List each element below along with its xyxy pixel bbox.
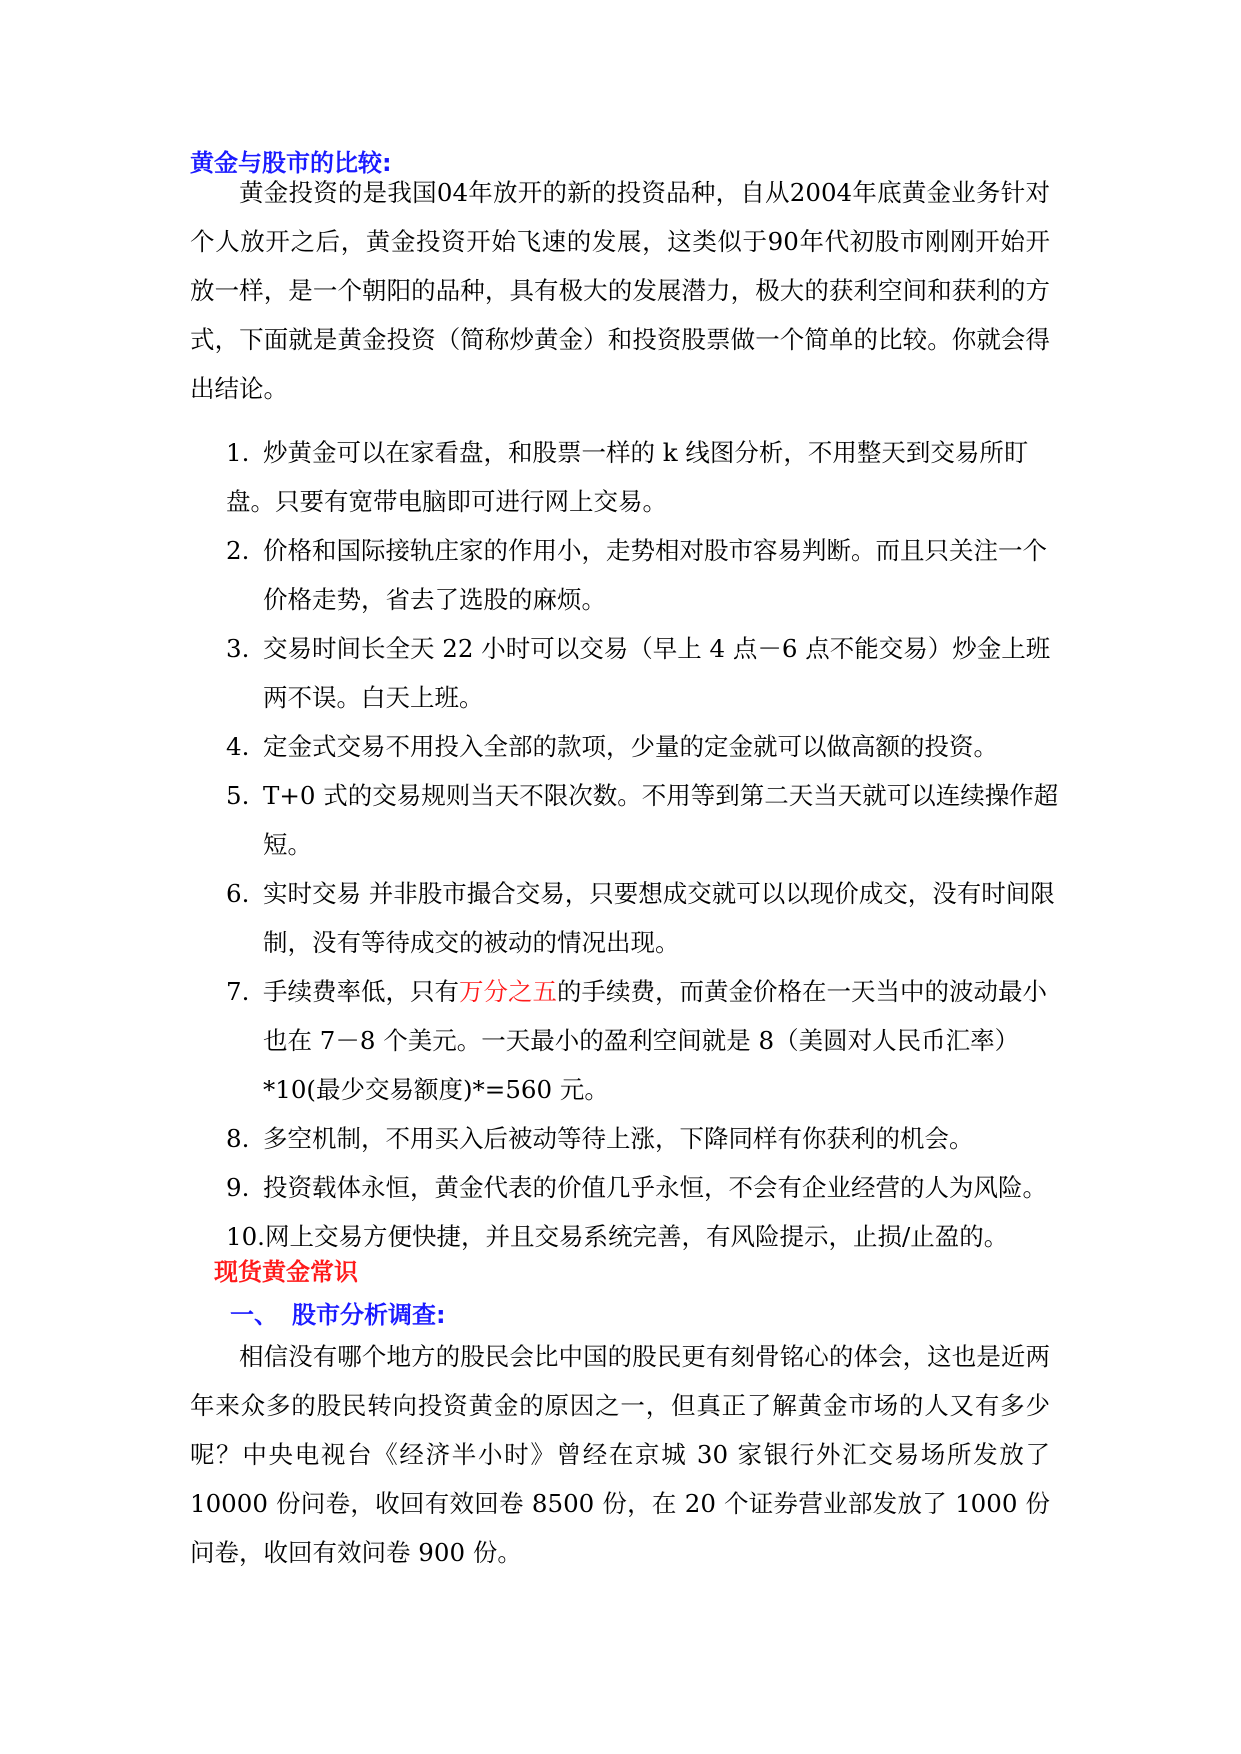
section-title-spot-gold: 现货黄金常识 [214,1258,358,1286]
list-item-text: 多空机制，不用买入后被动等待上涨，下降同样有你获利的机会。 [263,1124,974,1153]
list-item-number: 8. [226,1124,250,1153]
list-item-text-before: 手续费率低，只有 [263,977,459,1006]
list-item [226,428,1066,526]
list-item-text: 价格和国际接轨庄家的作用小，走势相对股市容易判断。而且只关注一个价格走势，省去了选股的麻烦。 [263,536,1047,614]
subsection-title [230,1300,446,1330]
list-item-text: 定金式交易不用投入全部的款项，少量的定金就可以做高额的投资。 [263,732,998,761]
list-item-number: 7. [226,977,250,1006]
fee-rate-highlight: 万分之五 [459,977,557,1006]
list-item [226,526,1066,624]
list-item-number: 9. [226,1173,250,1202]
list-item [226,869,1066,967]
list-item-text: 网上交易方便快捷，并且交易系统完善，有风险提示，止损/止盈的。 [264,1222,1009,1251]
list-item-number: 5. [226,781,250,810]
comparison-list [226,428,1066,1261]
list-item [226,722,1066,771]
list-item [226,1212,1066,1261]
list-item [226,967,1066,1114]
list-item-text-after: 的手续费，而黄金价格在一天当中的波动最小也在 7－8 个美元。一天最小的盈利空间就是 8（美圆对人民币汇率）*10(最少交易额度)*=560 元。 [263,977,1047,1104]
list-item-text: 投资载体永恒，黄金代表的价值几乎永恒，不会有企业经营的人为风险。 [263,1173,1047,1202]
list-item-text: 炒黄金可以在家看盘，和股票一样的 k 线图分析，不用整天到交易所盯盘。只要有宽带电脑即可进行网上交易。 [226,438,1029,516]
section-title-gold-vs-stock: 黄金与股市的比较: [190,149,392,177]
survey-paragraph: 相信没有哪个地方的股民会比中国的股民更有刻骨铭心的体会，这也是近两年来众多的股民转向投资黄金的原因之一，但真正了解黄金市场的人又有多少呢？中央电视台《经济半小时》曾经在京城 30 家银行外汇交易场所发放了 10000 份问卷，收回有效回卷 8500 份，在 20 个证券营业部发放了 1000 份问卷，收回有效问卷 900 份。 [190,1342,1050,1567]
list-item [226,771,1066,869]
list-item [226,1163,1066,1212]
list-item [226,624,1066,722]
subsection-label: 股市分析调查: [292,1301,446,1329]
list-item-number: 4. [226,732,250,761]
intro-paragraph: 黄金投资的是我国04年放开的新的投资品种，自从2004年底黄金业务针对个人放开之后，黄金投资开始飞速的发展，这类似于90年代初股市刚刚开始开放一样，是一个朝阳的品种，具有极大的发展潜力，极大的获利空间和获利的方式，下面就是黄金投资（简称炒黄金）和投资股票做一个简单的比较。你就会得出结论。 [190,178,1050,403]
list-item-number: 2. [226,536,250,565]
subsection-number: 一、 [230,1301,278,1329]
list-item-text: 交易时间长全天 22 小时可以交易（早上 4 点－6 点不能交易）炒金上班两不误。白天上班。 [263,634,1051,712]
list-item-text: T+0 式的交易规则当天不限次数。不用等到第二天当天就可以连续操作超短。 [263,781,1059,859]
list-item-number: 6. [226,879,250,908]
list-item-number: 1. [226,438,250,467]
list-item-number: 3. [226,634,250,663]
list-item [226,1114,1066,1163]
list-item-number: 10. [226,1222,265,1251]
list-item-text: 实时交易 并非股市撮合交易，只要想成交就可以以现价成交，没有时间限制，没有等待成交的被动的情况出现。 [263,879,1055,957]
